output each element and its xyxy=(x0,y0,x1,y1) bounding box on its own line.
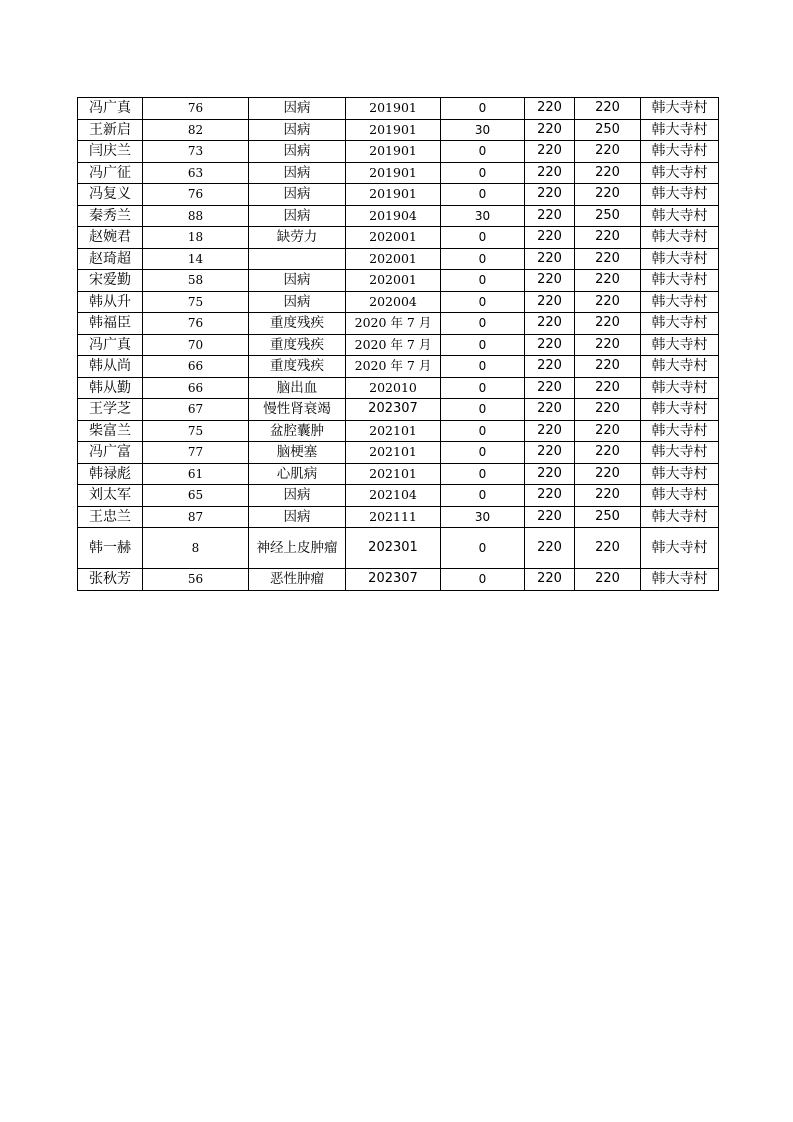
extra-amount-cell: 0 xyxy=(441,313,525,335)
total-amount-cell: 220 xyxy=(575,162,641,184)
village-cell: 韩大寺村 xyxy=(641,162,719,184)
total-amount-cell: 220 xyxy=(575,270,641,292)
reason-cell: 因病 xyxy=(249,119,346,141)
base-amount-cell: 220 xyxy=(525,399,575,421)
name-cell: 冯广真 xyxy=(78,98,143,120)
base-amount-cell: 220 xyxy=(525,463,575,485)
village-cell: 韩大寺村 xyxy=(641,399,719,421)
date-cell: 202001 xyxy=(346,270,441,292)
extra-amount-cell: 0 xyxy=(441,141,525,163)
name-cell: 张秋芳 xyxy=(78,569,143,591)
reason-cell xyxy=(249,248,346,270)
name-cell: 冯复义 xyxy=(78,184,143,206)
extra-amount-cell: 0 xyxy=(441,399,525,421)
village-cell: 韩大寺村 xyxy=(641,569,719,591)
age-cell: 56 xyxy=(143,569,249,591)
reason-cell: 因病 xyxy=(249,291,346,313)
name-cell: 韩从勤 xyxy=(78,377,143,399)
extra-amount-cell: 30 xyxy=(441,119,525,141)
extra-amount-cell: 0 xyxy=(441,98,525,120)
table-row xyxy=(78,485,719,507)
table-row xyxy=(78,248,719,270)
name-cell: 冯广征 xyxy=(78,162,143,184)
village-cell: 韩大寺村 xyxy=(641,291,719,313)
table-row xyxy=(78,141,719,163)
reason-cell: 因病 xyxy=(249,270,346,292)
age-cell: 61 xyxy=(143,463,249,485)
base-amount-cell: 220 xyxy=(525,377,575,399)
table-row xyxy=(78,98,719,120)
date-cell: 202104 xyxy=(346,485,441,507)
date-cell: 201904 xyxy=(346,205,441,227)
extra-amount-cell: 0 xyxy=(441,463,525,485)
base-amount-cell: 220 xyxy=(525,184,575,206)
reason-cell: 脑出血 xyxy=(249,377,346,399)
table-row xyxy=(78,270,719,292)
name-cell: 冯广真 xyxy=(78,334,143,356)
village-cell: 韩大寺村 xyxy=(641,184,719,206)
total-amount-cell: 220 xyxy=(575,463,641,485)
extra-amount-cell: 0 xyxy=(441,248,525,270)
village-cell: 韩大寺村 xyxy=(641,528,719,569)
name-cell: 韩禄彪 xyxy=(78,463,143,485)
age-cell: 77 xyxy=(143,442,249,464)
table-row xyxy=(78,184,719,206)
table-row xyxy=(78,442,719,464)
date-cell: 202010 xyxy=(346,377,441,399)
base-amount-cell: 220 xyxy=(525,162,575,184)
date-cell: 202111 xyxy=(346,506,441,528)
village-cell: 韩大寺村 xyxy=(641,205,719,227)
extra-amount-cell: 0 xyxy=(441,162,525,184)
age-cell: 76 xyxy=(143,313,249,335)
total-amount-cell: 220 xyxy=(575,248,641,270)
name-cell: 冯广富 xyxy=(78,442,143,464)
reason-cell: 恶性肿瘤 xyxy=(249,569,346,591)
base-amount-cell: 220 xyxy=(525,485,575,507)
name-cell: 韩福臣 xyxy=(78,313,143,335)
date-cell: 202101 xyxy=(346,463,441,485)
extra-amount-cell: 0 xyxy=(441,442,525,464)
age-cell: 76 xyxy=(143,98,249,120)
total-amount-cell: 250 xyxy=(575,205,641,227)
total-amount-cell: 220 xyxy=(575,98,641,120)
name-cell: 宋爱勤 xyxy=(78,270,143,292)
base-amount-cell: 220 xyxy=(525,420,575,442)
table-row xyxy=(78,313,719,335)
base-amount-cell: 220 xyxy=(525,569,575,591)
age-cell: 66 xyxy=(143,356,249,378)
table-row xyxy=(78,291,719,313)
date-cell: 201901 xyxy=(346,141,441,163)
base-amount-cell: 220 xyxy=(525,98,575,120)
age-cell: 8 xyxy=(143,528,249,569)
village-cell: 韩大寺村 xyxy=(641,98,719,120)
total-amount-cell: 220 xyxy=(575,399,641,421)
total-amount-cell: 250 xyxy=(575,119,641,141)
reason-cell: 因病 xyxy=(249,205,346,227)
reason-cell: 重度残疾 xyxy=(249,356,346,378)
table-row xyxy=(78,119,719,141)
date-cell: 201901 xyxy=(346,184,441,206)
date-cell: 202101 xyxy=(346,420,441,442)
base-amount-cell: 220 xyxy=(525,119,575,141)
age-cell: 75 xyxy=(143,420,249,442)
total-amount-cell: 220 xyxy=(575,528,641,569)
reason-cell: 重度残疾 xyxy=(249,334,346,356)
table-row xyxy=(78,162,719,184)
total-amount-cell: 220 xyxy=(575,420,641,442)
village-cell: 韩大寺村 xyxy=(641,270,719,292)
table-row xyxy=(78,399,719,421)
reason-cell: 盆腔囊肿 xyxy=(249,420,346,442)
base-amount-cell: 220 xyxy=(525,334,575,356)
name-cell: 赵婉君 xyxy=(78,227,143,249)
village-cell: 韩大寺村 xyxy=(641,141,719,163)
extra-amount-cell: 0 xyxy=(441,184,525,206)
total-amount-cell: 220 xyxy=(575,356,641,378)
date-cell: 2020 年 7 月 xyxy=(346,313,441,335)
date-cell: 201901 xyxy=(346,119,441,141)
base-amount-cell: 220 xyxy=(525,442,575,464)
reason-cell: 因病 xyxy=(249,485,346,507)
name-cell: 闫庆兰 xyxy=(78,141,143,163)
base-amount-cell: 220 xyxy=(525,506,575,528)
base-amount-cell: 220 xyxy=(525,270,575,292)
village-cell: 韩大寺村 xyxy=(641,248,719,270)
village-cell: 韩大寺村 xyxy=(641,463,719,485)
total-amount-cell: 220 xyxy=(575,569,641,591)
village-cell: 韩大寺村 xyxy=(641,420,719,442)
roster-table xyxy=(77,97,719,591)
extra-amount-cell: 0 xyxy=(441,377,525,399)
date-cell: 202301 xyxy=(346,528,441,569)
reason-cell: 因病 xyxy=(249,98,346,120)
name-cell: 刘太军 xyxy=(78,485,143,507)
total-amount-cell: 220 xyxy=(575,313,641,335)
village-cell: 韩大寺村 xyxy=(641,119,719,141)
reason-cell: 因病 xyxy=(249,506,346,528)
extra-amount-cell: 0 xyxy=(441,334,525,356)
table-row xyxy=(78,569,719,591)
date-cell: 201901 xyxy=(346,98,441,120)
base-amount-cell: 220 xyxy=(525,291,575,313)
age-cell: 70 xyxy=(143,334,249,356)
total-amount-cell: 220 xyxy=(575,141,641,163)
date-cell: 202001 xyxy=(346,227,441,249)
base-amount-cell: 220 xyxy=(525,356,575,378)
date-cell: 202307 xyxy=(346,399,441,421)
age-cell: 58 xyxy=(143,270,249,292)
table-row xyxy=(78,334,719,356)
village-cell: 韩大寺村 xyxy=(641,334,719,356)
name-cell: 秦秀兰 xyxy=(78,205,143,227)
age-cell: 76 xyxy=(143,184,249,206)
total-amount-cell: 220 xyxy=(575,227,641,249)
name-cell: 王忠兰 xyxy=(78,506,143,528)
table-row xyxy=(78,420,719,442)
extra-amount-cell: 0 xyxy=(441,420,525,442)
date-cell: 201901 xyxy=(346,162,441,184)
date-cell: 2020 年 7 月 xyxy=(346,334,441,356)
village-cell: 韩大寺村 xyxy=(641,506,719,528)
reason-cell: 脑梗塞 xyxy=(249,442,346,464)
table-row xyxy=(78,463,719,485)
name-cell: 韩从升 xyxy=(78,291,143,313)
table-row xyxy=(78,528,719,569)
extra-amount-cell: 0 xyxy=(441,291,525,313)
base-amount-cell: 220 xyxy=(525,528,575,569)
age-cell: 14 xyxy=(143,248,249,270)
extra-amount-cell: 0 xyxy=(441,227,525,249)
date-cell: 202001 xyxy=(346,248,441,270)
reason-cell: 重度残疾 xyxy=(249,313,346,335)
reason-cell: 因病 xyxy=(249,184,346,206)
reason-cell: 心肌病 xyxy=(249,463,346,485)
name-cell: 王新启 xyxy=(78,119,143,141)
age-cell: 82 xyxy=(143,119,249,141)
name-cell: 韩从尚 xyxy=(78,356,143,378)
age-cell: 67 xyxy=(143,399,249,421)
age-cell: 66 xyxy=(143,377,249,399)
total-amount-cell: 220 xyxy=(575,485,641,507)
reason-cell: 慢性肾衰竭 xyxy=(249,399,346,421)
name-cell: 王学芝 xyxy=(78,399,143,421)
village-cell: 韩大寺村 xyxy=(641,313,719,335)
name-cell: 赵琦超 xyxy=(78,248,143,270)
total-amount-cell: 250 xyxy=(575,506,641,528)
age-cell: 88 xyxy=(143,205,249,227)
age-cell: 63 xyxy=(143,162,249,184)
total-amount-cell: 220 xyxy=(575,377,641,399)
date-cell: 202004 xyxy=(346,291,441,313)
table-row xyxy=(78,506,719,528)
date-cell: 2020 年 7 月 xyxy=(346,356,441,378)
age-cell: 87 xyxy=(143,506,249,528)
table-row xyxy=(78,356,719,378)
date-cell: 202307 xyxy=(346,569,441,591)
reason-cell: 神经上皮肿瘤 xyxy=(249,528,346,569)
village-cell: 韩大寺村 xyxy=(641,442,719,464)
extra-amount-cell: 0 xyxy=(441,356,525,378)
village-cell: 韩大寺村 xyxy=(641,227,719,249)
extra-amount-cell: 30 xyxy=(441,506,525,528)
age-cell: 73 xyxy=(143,141,249,163)
village-cell: 韩大寺村 xyxy=(641,377,719,399)
total-amount-cell: 220 xyxy=(575,334,641,356)
name-cell: 柴富兰 xyxy=(78,420,143,442)
extra-amount-cell: 0 xyxy=(441,528,525,569)
date-cell: 202101 xyxy=(346,442,441,464)
extra-amount-cell: 30 xyxy=(441,205,525,227)
base-amount-cell: 220 xyxy=(525,248,575,270)
age-cell: 75 xyxy=(143,291,249,313)
reason-cell: 因病 xyxy=(249,141,346,163)
reason-cell: 缺劳力 xyxy=(249,227,346,249)
age-cell: 18 xyxy=(143,227,249,249)
base-amount-cell: 220 xyxy=(525,227,575,249)
roster-body xyxy=(78,98,719,591)
table-row xyxy=(78,377,719,399)
table-row xyxy=(78,205,719,227)
table-row xyxy=(78,227,719,249)
village-cell: 韩大寺村 xyxy=(641,485,719,507)
name-cell: 韩一赫 xyxy=(78,528,143,569)
extra-amount-cell: 0 xyxy=(441,569,525,591)
extra-amount-cell: 0 xyxy=(441,270,525,292)
total-amount-cell: 220 xyxy=(575,184,641,206)
village-cell: 韩大寺村 xyxy=(641,356,719,378)
extra-amount-cell: 0 xyxy=(441,485,525,507)
age-cell: 65 xyxy=(143,485,249,507)
base-amount-cell: 220 xyxy=(525,141,575,163)
total-amount-cell: 220 xyxy=(575,442,641,464)
base-amount-cell: 220 xyxy=(525,205,575,227)
reason-cell: 因病 xyxy=(249,162,346,184)
total-amount-cell: 220 xyxy=(575,291,641,313)
base-amount-cell: 220 xyxy=(525,313,575,335)
